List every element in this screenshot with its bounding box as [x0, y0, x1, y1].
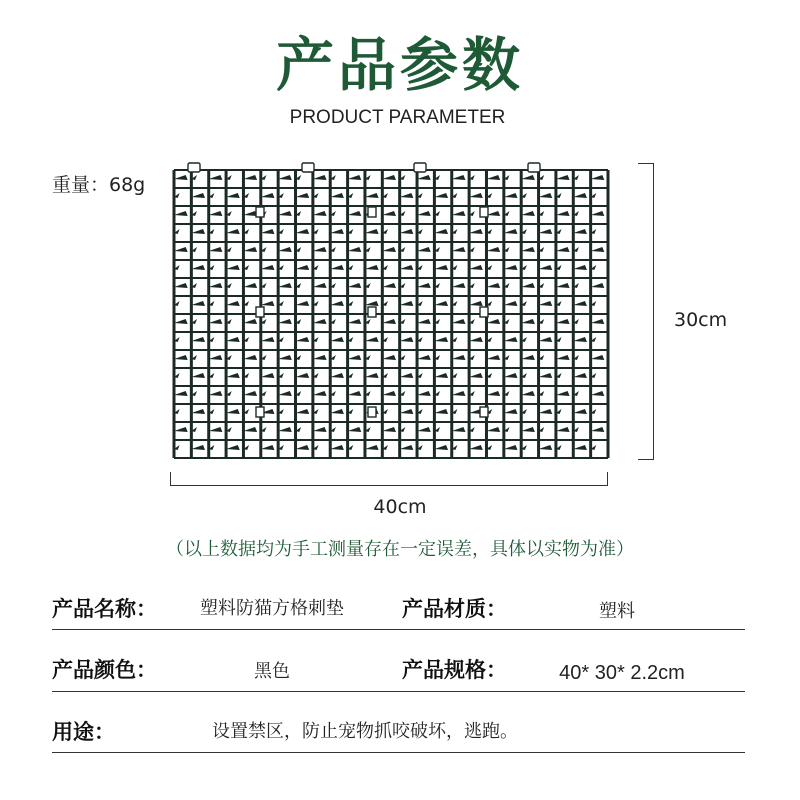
mat-spike [400, 337, 414, 342]
mat-spike [278, 427, 292, 432]
measurement-note: （以上数据均为手工测量存在一定误差，具体以实物为准） [166, 539, 634, 560]
mat-spike [313, 319, 327, 324]
mat-spike [296, 301, 310, 306]
mat-spike [469, 265, 483, 270]
mat-spike [296, 265, 310, 270]
product-material-label: 产品材质： [402, 597, 507, 621]
mat-spike [539, 337, 553, 342]
mat-spike [313, 355, 327, 360]
mat-spike [209, 319, 223, 324]
mat-spike [330, 409, 344, 414]
mat-spike [504, 193, 518, 198]
product-name-label: 产品名称： [52, 597, 157, 621]
mat-square [256, 407, 264, 417]
mat-spike [452, 211, 466, 216]
weight-label: 重量：68g [52, 174, 146, 196]
mat-spike [191, 193, 205, 198]
mat-spike [556, 427, 570, 432]
mat-spike [348, 247, 362, 252]
mat-spike [278, 319, 292, 324]
mat-spike [504, 229, 518, 234]
mat-spike [452, 283, 466, 288]
product-material-value: 塑料 [599, 601, 635, 622]
mat-spike [348, 355, 362, 360]
mat-spike [348, 283, 362, 288]
mat-spike [486, 283, 500, 288]
mat-spike [209, 427, 223, 432]
mat-spike [209, 391, 223, 396]
mat-spike [400, 265, 414, 270]
mat-spike [174, 319, 188, 324]
width-dimension-line [170, 485, 608, 486]
mat-square [480, 207, 488, 217]
mat-spike [556, 319, 570, 324]
mat-square [368, 307, 376, 317]
mat-spike [348, 391, 362, 396]
mat-spike [278, 175, 292, 180]
mat-spike [556, 391, 570, 396]
height-dimension-line [653, 163, 654, 460]
mat-spike [539, 229, 553, 234]
mat-spike [591, 211, 605, 216]
mat-spike [296, 229, 310, 234]
mat-spike [486, 175, 500, 180]
mat-square [480, 307, 488, 317]
mat-spike [591, 427, 605, 432]
mat-spike [434, 265, 448, 270]
mat-spike [521, 319, 535, 324]
mat-spike [469, 445, 483, 450]
mat-clip [528, 163, 540, 172]
mat-spike [452, 427, 466, 432]
mat-spike [191, 229, 205, 234]
mat-spike [591, 355, 605, 360]
divider [52, 752, 745, 753]
mat-spike [452, 175, 466, 180]
mat-square [368, 207, 376, 217]
divider [52, 691, 745, 692]
mat-spike [296, 193, 310, 198]
mat-spike [226, 337, 240, 342]
page-subtitle: PRODUCT PARAMETER [289, 107, 506, 128]
mat-spike [313, 427, 327, 432]
mat-spike [226, 373, 240, 378]
mat-spike [504, 409, 518, 414]
mat-spike [191, 301, 205, 306]
mat-spike [400, 409, 414, 414]
mat-spike [278, 211, 292, 216]
mat-spike [591, 247, 605, 252]
mat-spike [573, 409, 587, 414]
mat-spike [434, 409, 448, 414]
mat-spike [330, 193, 344, 198]
mat-spike [521, 283, 535, 288]
mat-spike [174, 283, 188, 288]
mat-spike [469, 229, 483, 234]
mat-spike [452, 355, 466, 360]
mat-spike [434, 445, 448, 450]
mat-spike [313, 391, 327, 396]
mat-spike [365, 373, 379, 378]
mat-spike [382, 211, 396, 216]
mat-spike [469, 337, 483, 342]
mat-spike [486, 391, 500, 396]
mat-spike [539, 301, 553, 306]
mat-spike [348, 427, 362, 432]
mat-spike [191, 409, 205, 414]
spec-row-color-size [52, 650, 745, 692]
height-dimension [628, 163, 658, 460]
mat-spike [261, 373, 275, 378]
mat-spike [486, 355, 500, 360]
mat-spike [365, 445, 379, 450]
mat-square [256, 207, 264, 217]
mat-spike [434, 193, 448, 198]
mat-spike [521, 175, 535, 180]
mat-spike [573, 373, 587, 378]
mat-spike [226, 445, 240, 450]
mat-spike [226, 193, 240, 198]
mat-spike [243, 391, 257, 396]
mat-spike [365, 265, 379, 270]
mat-spike [521, 355, 535, 360]
mat-square [368, 407, 376, 417]
mat-spike [573, 445, 587, 450]
divider [52, 629, 745, 630]
product-name-value: 塑料防猫方格刺垫 [200, 598, 344, 619]
mat-spike [330, 229, 344, 234]
mat-spike [486, 247, 500, 252]
mat-spike [452, 391, 466, 396]
mat-spike [209, 355, 223, 360]
mat-spike [434, 229, 448, 234]
mat-spike [573, 265, 587, 270]
mat-spike [382, 247, 396, 252]
mat-spike [417, 211, 431, 216]
mat-spike [330, 337, 344, 342]
mat-spike [486, 319, 500, 324]
mat-spike [365, 193, 379, 198]
mat-spike [243, 247, 257, 252]
mat-spike [243, 427, 257, 432]
mat-spike [209, 247, 223, 252]
mat-square [480, 407, 488, 417]
mat-spike [296, 409, 310, 414]
mat-spike [330, 373, 344, 378]
mat-spike [521, 211, 535, 216]
mat-spike [261, 229, 275, 234]
mat-spike [469, 301, 483, 306]
mat-clip [188, 163, 200, 172]
mat-spike [382, 427, 396, 432]
mat-image [168, 160, 618, 470]
mat-spike [417, 283, 431, 288]
mat-spike [521, 427, 535, 432]
mat-spike [313, 283, 327, 288]
mat-spike [348, 175, 362, 180]
mat-spike [556, 283, 570, 288]
mat-spike [591, 391, 605, 396]
mat-spike [400, 373, 414, 378]
mat-spike [278, 247, 292, 252]
mat-spike [191, 445, 205, 450]
mat-spike [469, 373, 483, 378]
product-use-value: 设置禁区，防止宠物抓咬破坏，逃跑。 [212, 721, 518, 742]
mat-spike [521, 391, 535, 396]
mat-spike [417, 175, 431, 180]
mat-spike [400, 445, 414, 450]
mat-spike [434, 337, 448, 342]
mat-spike [209, 283, 223, 288]
mat-spike [382, 319, 396, 324]
mat-spike [417, 427, 431, 432]
mat-spike [382, 391, 396, 396]
mat-spike [591, 283, 605, 288]
mat-spike [313, 211, 327, 216]
mat-clip [302, 163, 314, 172]
mat-spike [591, 175, 605, 180]
mat-spike [348, 211, 362, 216]
mat-spike [226, 301, 240, 306]
mat-spike [539, 409, 553, 414]
mat-spike [469, 193, 483, 198]
mat-spike [174, 175, 188, 180]
mat-spike [539, 265, 553, 270]
spec-row-use [52, 710, 745, 753]
mat-spike [573, 301, 587, 306]
width-dimension-tick-right [607, 472, 608, 486]
mat-spike [296, 445, 310, 450]
mat-spike [434, 301, 448, 306]
height-dimension-tick-top [638, 163, 654, 164]
mat-spike [174, 247, 188, 252]
mat-spike [504, 337, 518, 342]
mat-spike [573, 193, 587, 198]
mat-spike [226, 265, 240, 270]
mat-spike [313, 175, 327, 180]
mat-spike [573, 337, 587, 342]
mat-spike [243, 319, 257, 324]
mat-spike [296, 337, 310, 342]
mat-spike [504, 373, 518, 378]
mat-spike [243, 211, 257, 216]
mat-spike [348, 319, 362, 324]
mat-spike [313, 247, 327, 252]
mat-spike [174, 211, 188, 216]
mat-spike [365, 301, 379, 306]
mat-spike [191, 337, 205, 342]
mat-square [256, 307, 264, 317]
mat-spike [243, 283, 257, 288]
mat-spike [365, 337, 379, 342]
mat-spike [261, 193, 275, 198]
spec-row-name-material [52, 590, 745, 630]
width-dimension [170, 472, 608, 488]
height-label: 30cm [674, 309, 728, 331]
mat-spike [382, 355, 396, 360]
mat-spike [504, 265, 518, 270]
mat-spike [243, 355, 257, 360]
mat-spike [400, 229, 414, 234]
mat-spike [174, 427, 188, 432]
mat-spike [330, 301, 344, 306]
product-size-label: 产品规格： [402, 658, 507, 682]
mat-spike [452, 319, 466, 324]
mat-spike [330, 265, 344, 270]
mat-spike [191, 373, 205, 378]
mat-spike [226, 229, 240, 234]
mat-spike [400, 301, 414, 306]
mat-spike [417, 391, 431, 396]
mat-spike [504, 301, 518, 306]
product-use-label: 用途： [52, 720, 115, 744]
mat-spike [278, 391, 292, 396]
mat-spike [226, 409, 240, 414]
mat-spike [330, 445, 344, 450]
mat-spike [400, 193, 414, 198]
mat-spike [191, 265, 205, 270]
mat-spike [261, 301, 275, 306]
mat-spike [573, 229, 587, 234]
mat-spike [417, 319, 431, 324]
product-size-value: 40* 30* 2.2cm [559, 662, 685, 684]
mat-spike [174, 355, 188, 360]
mat-spike [382, 283, 396, 288]
mat-spike [278, 355, 292, 360]
mat-clip [414, 163, 426, 172]
height-dimension-tick-bottom [638, 459, 654, 460]
mat-spike [278, 283, 292, 288]
page-title: 产品参数 [275, 31, 524, 99]
product-color-value: 黑色 [254, 661, 290, 682]
mat-spike [365, 229, 379, 234]
mat-spike [556, 247, 570, 252]
mat-spike [261, 337, 275, 342]
mat-spike [417, 247, 431, 252]
mat-spike [174, 391, 188, 396]
mat-spike [521, 247, 535, 252]
mat-spike [504, 445, 518, 450]
mat-spike [209, 211, 223, 216]
mat-spike [591, 319, 605, 324]
product-color-label: 产品颜色： [52, 658, 157, 682]
mat-spike [539, 373, 553, 378]
mat-spike [434, 373, 448, 378]
mat-spike [556, 355, 570, 360]
mat-spike [296, 373, 310, 378]
mat-spike [539, 445, 553, 450]
width-label: 40cm [373, 496, 427, 518]
mat-spike [261, 445, 275, 450]
mat-spike [539, 193, 553, 198]
mat-spike [382, 175, 396, 180]
width-dimension-tick-left [170, 472, 171, 486]
mat-spike [556, 211, 570, 216]
mat-spike [243, 175, 257, 180]
mat-spike [209, 175, 223, 180]
mat-spike [261, 265, 275, 270]
mat-spike [486, 427, 500, 432]
mat-spike [452, 247, 466, 252]
mat-spike [417, 355, 431, 360]
mat-spike [556, 175, 570, 180]
